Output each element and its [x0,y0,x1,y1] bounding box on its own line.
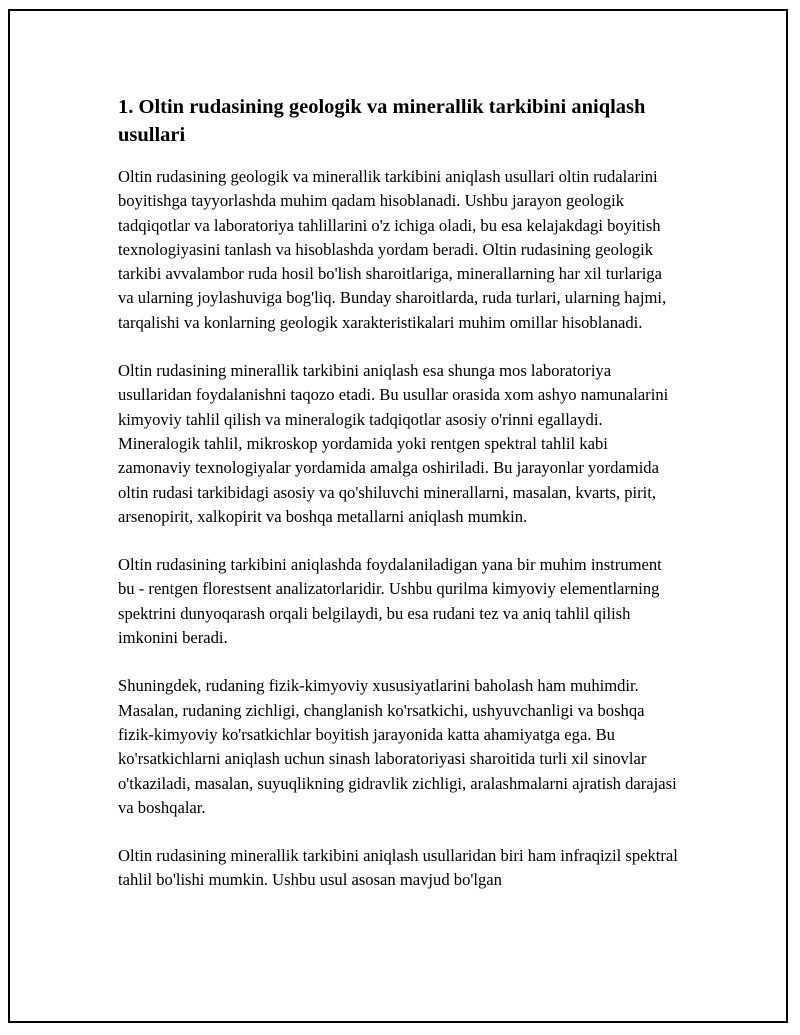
paragraph-3: Oltin rudasining tarkibini aniqlashda foydalaniladigan yana bir muhim instrument bu - rentgen florestsent analizatorlaridir. Ushbu qurilma kimyoviy elementlarning spektrini dunyoqarash orqali belgilaydi, bu esa rudani tez va aniq tahlil qilish imkonini beradi. [118,555,662,648]
paragraph-1: Oltin rudasining geologik va minerallik tarkibini aniqlash usullari oltin rudalarini boyitishga tayyorlashda muhim qadam hisoblanadi. Ushbu jarayon geologik tadqiqotlar va laboratoriya tahlillarini o'z ichiga oladi, bu esa kelajakdagi boyitish texnologiyasini tanlash va hisoblashda yordam beradi. Oltin rudasining geologik tarkibi avvalambor ruda hosil bo'lish sharoitlariga, minerallarning har xil turlariga va ularning joylashuviga bog'liq. Bunday sharoitlarda, ruda turlari, ularning hajmi, tarqalishi va konlarning geologik xarakteristikalari muhim omillar hisoblanadi. [118,167,667,332]
paragraph-4: Shuningdek, rudaning fizik-kimyoviy xususiyatlarini baholash ham muhimdir. Masalan, rudaning zichligi, changlanish ko'rsatkichi, ushyuvchanligi va boshqa fizik-kimyoviy ko'rsatkichlar boyitish jarayonida katta ahamiyatga ega. Bu ko'rsatkichlarni aniqlash uchun sinash laboratoriyasi sharoitida turli xil sinovlar o'tkaziladi, masalan, suyuqlikning gidravlik zichligi, aralashmalarni ajratish darajasi va boshqalar. [118,676,677,817]
section-heading: 1. Oltin rudasining geologik va minerallik tarkibini aniqlash usullari [118,96,646,146]
paragraph-5: Oltin rudasining minerallik tarkibini aniqlash usullaridan biri ham infraqizil spektral tahlil bo'lishi mumkin. Ushbu usul asosan mavjud bo'lgan [118,846,678,890]
document-body [118,93,678,917]
paragraph-2: Oltin rudasining minerallik tarkibini aniqlash esa shunga mos laboratoriya usullaridan foydalanishni taqozo etadi. Bu usullar orasida xom ashyo namunalarini kimyoviy tahlil qilish va mineralogik tadqiqotlar asosiy o'rinni egallaydi. Mineralogik tahlil, mikroskop yordamida yoki rentgen spektral tahlil kabi zamonaviy texnologiyalar yordamida amalga oshiriladi. Bu jarayonlar yordamida oltin rudasi tarkibidagi asosiy va qo'shiluvchi minerallarni, masalan, kvarts, pirit, arsenopirit, xalkopirit va boshqa metallarni aniqlash mumkin. [118,361,669,526]
